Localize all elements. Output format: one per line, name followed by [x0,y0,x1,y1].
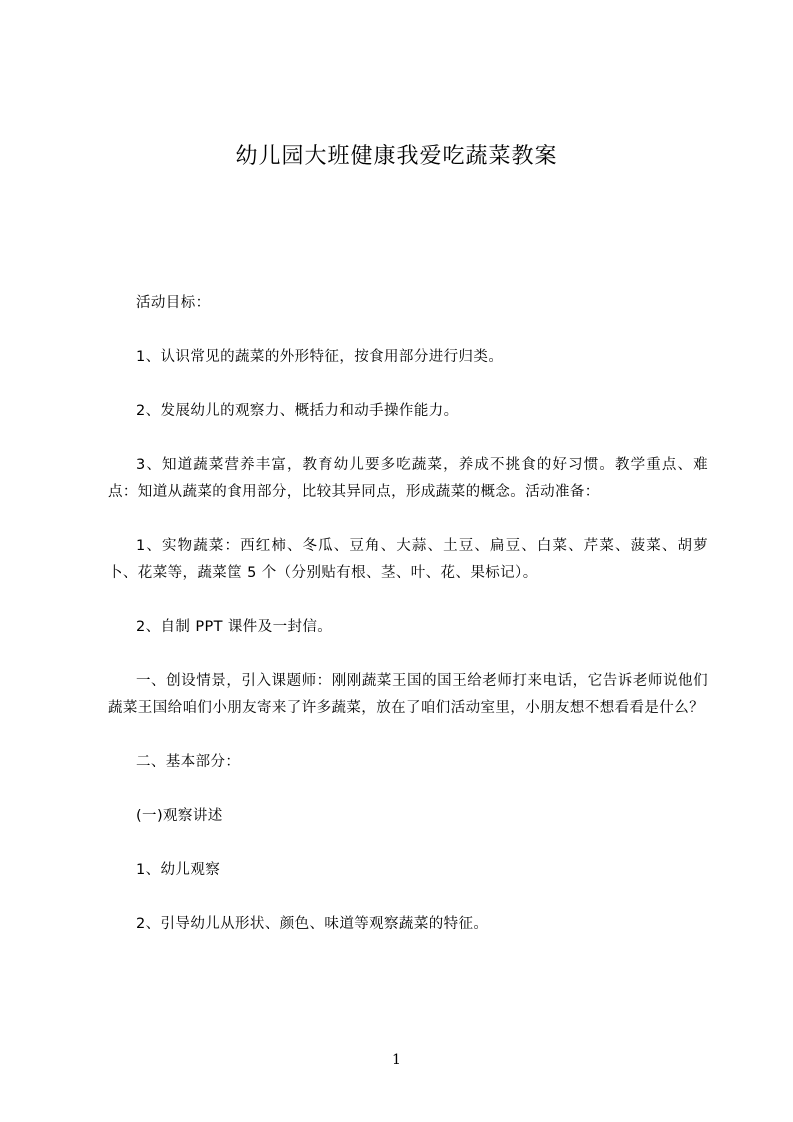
page-number: 1 [392,1052,401,1068]
paragraph-step-2-heading: 二、基本部分： [136,754,241,770]
paragraph-preparation-1: 1、实物蔬菜：西红柿、冬瓜、豆角、大蒜、土豆、扁豆、白菜、芹菜、菠菜、胡萝卜、花菜等，蔬菜筐 5 个（分别贴有根、茎、叶、花、果标记）。 [108,538,708,581]
paragraph-objective-1: 1、认识常见的蔬菜的外形特征，按食用部分进行归类。 [136,349,504,365]
document-title: 幼儿园大班健康我爱吃蔬菜教案 [235,144,558,169]
paragraph-preparation-2: 2、自制 PPT 课件及一封信。 [136,619,333,635]
paragraph-objectives-heading: 活动目标： [136,295,211,311]
paragraph-step-1: 一、创设情景，引入课题师：刚刚蔬菜王国的国王给老师打来电话，它告诉老师说他们蔬菜王国给咱们小朋友寄来了许多蔬菜，放在了咱们活动室里，小朋友想不想看看是什么？ [108,673,708,716]
paragraph-observation-heading: (一)观察讲述 [136,808,223,824]
paragraph-objective-2: 2、发展幼儿的观察力、概括力和动手操作能力。 [136,403,459,419]
paragraph-observation-1: 1、幼儿观察 [136,862,221,878]
document-body [108,290,708,938]
paragraph-objective-3: 3、知道蔬菜营养丰富，教育幼儿要多吃蔬菜，养成不挑食的好习惯。教学重点、难点：知道从蔬菜的食用部分，比较其异同点，形成蔬菜的概念。活动准备： [108,457,708,500]
paragraph-observation-2: 2、引导幼儿从形状、颜色、味道等观察蔬菜的特征。 [136,916,489,932]
